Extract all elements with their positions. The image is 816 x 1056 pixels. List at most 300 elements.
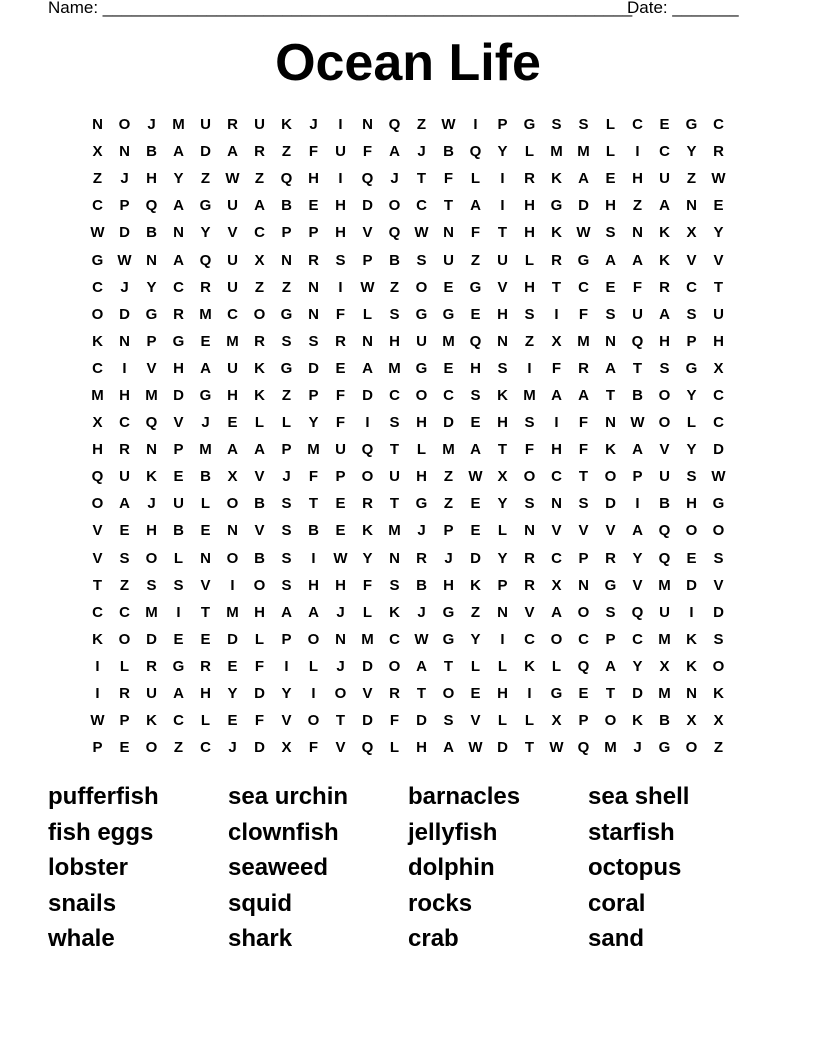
grid-letter: G (658, 739, 671, 757)
grid-letter: T (389, 441, 400, 459)
grid-letter: F (254, 657, 265, 675)
grid-letter: W (441, 116, 456, 134)
grid-letter: K (146, 712, 157, 730)
grid-letter: H (497, 414, 508, 432)
grid-letter: L (524, 712, 535, 730)
grid-letter: W (414, 224, 429, 242)
grid-letter: N (335, 630, 346, 648)
grid-letter: G (442, 305, 455, 323)
name-field: Name: ________________________________________________________ (48, 0, 633, 17)
grid-letter: W (576, 224, 591, 242)
grid-letter: P (281, 630, 292, 648)
grid-letter: Y (470, 630, 481, 648)
grid-letter: I (500, 197, 505, 215)
grid-letter: U (227, 197, 238, 215)
grid-letter: P (578, 549, 589, 567)
grid-letter: N (524, 522, 535, 540)
grid-letter: C (551, 549, 562, 567)
grid-letter: V (146, 359, 157, 377)
grid-letter: F (470, 224, 481, 242)
grid-letter: M (604, 739, 617, 757)
grid-letter: R (146, 657, 157, 675)
grid-letter: U (443, 251, 454, 269)
grid-letter: J (120, 278, 129, 296)
grid-letter: G (604, 576, 617, 594)
grid-letter: Q (388, 116, 401, 134)
grid-letter: L (605, 143, 616, 161)
grid-letter: A (254, 197, 265, 215)
grid-row (84, 274, 732, 301)
grid-letter: H (659, 332, 670, 350)
grid-letter: Q (658, 522, 671, 540)
grid-letter: D (254, 685, 265, 703)
grid-letter: Z (470, 603, 481, 621)
grid-letter: O (307, 630, 320, 648)
grid-letter: O (145, 549, 158, 567)
grid-row (84, 626, 732, 653)
grid-letter: D (578, 197, 589, 215)
grid-letter: I (122, 359, 127, 377)
grid-letter: A (227, 441, 238, 459)
word-search-grid (84, 111, 732, 761)
word-list-item: whale (48, 925, 115, 952)
grid-letter: Z (119, 576, 130, 594)
grid-letter: T (578, 468, 589, 486)
grid-letter: Q (361, 441, 374, 459)
grid-letter: M (442, 441, 455, 459)
grid-letter: Q (577, 657, 590, 675)
grid-letter: S (146, 576, 157, 594)
grid-letter: D (173, 386, 184, 404)
grid-letter: E (470, 305, 481, 323)
grid-letter: O (685, 522, 698, 540)
grid-letter: S (713, 630, 724, 648)
grid-letter: M (145, 603, 158, 621)
grid-letter: D (470, 549, 481, 567)
grid-letter: X (686, 224, 697, 242)
grid-letter: U (389, 468, 400, 486)
grid-row (84, 490, 732, 517)
grid-letter: L (524, 143, 535, 161)
grid-letter: L (200, 712, 211, 730)
grid-letter: Y (497, 495, 508, 513)
grid-letter: D (362, 386, 373, 404)
grid-letter: T (632, 359, 643, 377)
grid-letter: Y (497, 143, 508, 161)
grid-letter: K (389, 603, 400, 621)
grid-letter: O (685, 739, 698, 757)
word-list-item: sea urchin (228, 783, 349, 810)
grid-letter: T (551, 278, 562, 296)
grid-letter: S (713, 549, 724, 567)
grid-letter: Z (713, 739, 724, 757)
grid-letter: V (200, 576, 211, 594)
grid-letter: U (227, 359, 238, 377)
grid-letter: E (713, 197, 724, 215)
grid-letter: P (308, 386, 319, 404)
grid-letter: Q (361, 739, 374, 757)
grid-letter: C (200, 739, 211, 757)
grid-letter: D (362, 197, 373, 215)
word-list-item: octopus (588, 854, 682, 881)
grid-letter: H (524, 197, 535, 215)
grid-letter: M (523, 386, 536, 404)
grid-letter: M (577, 332, 590, 350)
grid-letter: L (362, 603, 373, 621)
grid-letter: C (119, 603, 130, 621)
grid-letter: B (659, 712, 670, 730)
grid-row (84, 301, 732, 328)
word-list-item: dolphin (408, 854, 495, 881)
grid-letter: I (176, 603, 181, 621)
grid-letter: V (92, 549, 103, 567)
grid-letter: T (416, 170, 427, 188)
grid-letter: H (92, 441, 103, 459)
grid-row (84, 653, 732, 680)
grid-letter: O (226, 549, 239, 567)
grid-letter: H (227, 386, 238, 404)
grid-letter: C (713, 414, 724, 432)
grid-letter: A (443, 739, 454, 757)
word-list (48, 779, 768, 957)
grid-letter: H (632, 170, 643, 188)
grid-letter: T (335, 712, 346, 730)
grid-letter: Q (469, 143, 482, 161)
grid-letter: S (389, 576, 400, 594)
grid-letter: N (686, 685, 697, 703)
grid-letter: A (659, 305, 670, 323)
grid-letter: M (658, 685, 671, 703)
grid-letter: S (659, 359, 670, 377)
grid-letter: E (470, 685, 481, 703)
grid-letter: A (605, 251, 616, 269)
grid-letter: B (200, 468, 211, 486)
grid-letter: F (308, 143, 319, 161)
grid-letter: D (227, 630, 238, 648)
grid-letter: R (524, 576, 535, 594)
word-list-item: pufferfish (48, 783, 159, 810)
grid-letter: A (173, 251, 184, 269)
grid-letter: O (577, 603, 590, 621)
grid-letter: M (226, 332, 239, 350)
grid-letter: R (173, 305, 184, 323)
grid-letter: H (335, 576, 346, 594)
grid-letter: A (551, 603, 562, 621)
grid-letter: E (578, 685, 589, 703)
grid-letter: O (334, 685, 347, 703)
grid-letter: L (470, 170, 481, 188)
grid-letter: O (91, 305, 104, 323)
grid-letter: G (712, 495, 725, 513)
grid-letter: S (389, 414, 400, 432)
grid-letter: N (281, 251, 292, 269)
grid-letter: S (443, 712, 454, 730)
grid-letter: O (118, 116, 131, 134)
grid-letter: I (365, 414, 370, 432)
grid-letter: X (659, 657, 670, 675)
grid-letter: S (119, 549, 130, 567)
grid-letter: Z (281, 278, 292, 296)
grid-letter: D (119, 224, 130, 242)
grid-letter: S (281, 522, 292, 540)
grid-letter: H (416, 739, 427, 757)
grid-letter: E (119, 522, 130, 540)
grid-letter: G (469, 278, 482, 296)
grid-letter: F (362, 576, 373, 594)
word-list-item: barnacles (408, 783, 521, 810)
grid-letter: V (524, 603, 535, 621)
grid-letter: K (632, 712, 643, 730)
grid-letter: W (90, 224, 105, 242)
grid-letter: O (604, 468, 617, 486)
grid-letter: L (281, 414, 292, 432)
grid-letter: Q (199, 251, 212, 269)
grid-letter: C (389, 386, 400, 404)
grid-letter: O (658, 386, 671, 404)
grid-letter: C (713, 386, 724, 404)
grid-letter: O (253, 576, 266, 594)
grid-letter: N (308, 305, 319, 323)
grid-row (84, 355, 732, 382)
grid-letter: S (605, 305, 616, 323)
grid-letter: S (389, 305, 400, 323)
grid-letter: U (713, 305, 724, 323)
grid-letter: Q (280, 170, 293, 188)
grid-row (84, 219, 732, 246)
grid-letter: G (442, 603, 455, 621)
grid-letter: E (605, 170, 616, 188)
word-list-item: sea shell (588, 783, 690, 810)
grid-letter: X (686, 712, 697, 730)
grid-letter: A (173, 197, 184, 215)
grid-letter: E (173, 468, 184, 486)
grid-letter: L (389, 739, 400, 757)
grid-letter: C (632, 116, 643, 134)
grid-letter: S (551, 116, 562, 134)
grid-letter: R (254, 332, 265, 350)
grid-letter: V (281, 712, 292, 730)
grid-letter: Z (254, 170, 265, 188)
grid-letter: G (280, 305, 293, 323)
grid-letter: A (659, 197, 670, 215)
grid-letter: A (173, 143, 184, 161)
grid-letter: P (497, 116, 508, 134)
grid-row (84, 192, 732, 219)
grid-row (84, 111, 732, 138)
grid-letter: C (524, 630, 535, 648)
grid-letter: C (92, 359, 103, 377)
grid-letter: Y (227, 685, 238, 703)
grid-letter: E (470, 522, 481, 540)
grid-letter: P (497, 576, 508, 594)
grid-letter: K (254, 386, 265, 404)
grid-letter: E (173, 630, 184, 648)
grid-letter: A (605, 359, 616, 377)
grid-letter: E (227, 712, 238, 730)
word-list-item: coral (588, 889, 646, 917)
grid-letter: S (605, 603, 616, 621)
grid-letter: J (309, 116, 318, 134)
grid-row (84, 599, 732, 626)
grid-letter: C (92, 278, 103, 296)
grid-letter: L (470, 657, 481, 675)
grid-letter: E (200, 522, 211, 540)
grid-letter: O (226, 495, 239, 513)
grid-letter: V (254, 522, 265, 540)
grid-letter: S (605, 224, 616, 242)
grid-letter: T (713, 278, 724, 296)
grid-letter: O (523, 468, 536, 486)
grid-letter: N (632, 224, 643, 242)
grid-letter: F (578, 305, 589, 323)
grid-letter: W (225, 170, 240, 188)
grid-letter: F (335, 414, 346, 432)
grid-letter: D (362, 712, 373, 730)
grid-letter: I (500, 170, 505, 188)
grid-letter: N (362, 332, 373, 350)
grid-letter: P (119, 712, 130, 730)
grid-letter: B (632, 386, 643, 404)
grid-letter: F (524, 441, 535, 459)
grid-letter: T (389, 495, 400, 513)
grid-letter: P (281, 224, 292, 242)
grid-letter: A (551, 386, 562, 404)
grid-letter: T (443, 197, 454, 215)
grid-letter: O (442, 685, 455, 703)
grid-letter: U (227, 278, 238, 296)
grid-letter: G (415, 359, 428, 377)
grid-letter: U (146, 685, 157, 703)
grid-letter: Y (686, 386, 697, 404)
grid-letter: D (686, 576, 697, 594)
grid-letter: I (689, 603, 694, 621)
grid-letter: S (578, 116, 589, 134)
grid-letter: Q (388, 224, 401, 242)
grid-letter: A (254, 441, 265, 459)
grid-letter: I (230, 576, 235, 594)
grid-letter: N (92, 116, 103, 134)
grid-letter: G (145, 305, 158, 323)
grid-letter: N (686, 197, 697, 215)
grid-letter: E (335, 359, 346, 377)
grid-letter: X (551, 576, 562, 594)
grid-letter: F (632, 278, 643, 296)
grid-letter: H (416, 414, 427, 432)
grid-letter: M (307, 441, 320, 459)
grid-letter: P (173, 441, 184, 459)
grid-letter: G (685, 116, 698, 134)
grid-letter: P (362, 251, 373, 269)
grid-letter: V (92, 522, 103, 540)
grid-letter: K (659, 224, 670, 242)
grid-letter: G (91, 251, 104, 269)
grid-letter: Q (577, 739, 590, 757)
page-title: Ocean Life (275, 34, 541, 92)
grid-letter: B (146, 224, 157, 242)
grid-letter: K (92, 630, 103, 648)
grid-letter: I (500, 630, 505, 648)
grid-letter: C (389, 630, 400, 648)
grid-letter: R (200, 657, 211, 675)
grid-letter: D (713, 603, 724, 621)
grid-letter: F (551, 359, 562, 377)
grid-letter: J (390, 170, 399, 188)
grid-letter: C (578, 630, 589, 648)
word-list-item: shark (228, 925, 293, 952)
grid-letter: J (417, 143, 426, 161)
grid-letter: P (605, 630, 616, 648)
grid-letter: S (578, 495, 589, 513)
grid-letter: Z (443, 495, 454, 513)
grid-letter: V (713, 576, 724, 594)
grid-letter: V (470, 712, 481, 730)
grid-letter: A (578, 170, 589, 188)
grid-letter: O (658, 414, 671, 432)
grid-letter: S (308, 332, 319, 350)
grid-letter: S (497, 359, 508, 377)
grid-letter: F (362, 143, 373, 161)
grid-letter: I (554, 414, 559, 432)
grid-letter: I (284, 657, 289, 675)
grid-letter: S (281, 495, 292, 513)
grid-letter: X (227, 468, 238, 486)
grid-letter: K (659, 251, 670, 269)
grid-letter: Z (92, 170, 103, 188)
grid-letter: N (146, 441, 157, 459)
grid-letter: U (254, 116, 265, 134)
grid-letter: E (335, 495, 346, 513)
grid-letter: H (254, 603, 265, 621)
grid-letter: C (173, 278, 184, 296)
grid-letter: Z (200, 170, 211, 188)
grid-letter: C (659, 143, 670, 161)
grid-letter: R (227, 116, 238, 134)
grid-letter: X (551, 332, 562, 350)
grid-letter: S (524, 414, 535, 432)
word-list-item: rocks (408, 889, 473, 917)
grid-letter: Y (281, 685, 292, 703)
grid-letter: G (199, 197, 212, 215)
grid-letter: V (713, 251, 724, 269)
grid-letter: D (605, 495, 616, 513)
grid-letter: M (361, 630, 374, 648)
grid-letter: X (713, 359, 724, 377)
grid-letter: M (550, 143, 563, 161)
grid-letter: C (416, 197, 427, 215)
grid-letter: H (443, 576, 454, 594)
grid-letter: A (578, 386, 589, 404)
grid-letter: Q (145, 414, 158, 432)
grid-letter: N (551, 495, 562, 513)
grid-letter: J (282, 468, 291, 486)
grid-letter: W (414, 630, 429, 648)
grid-letter: M (388, 522, 401, 540)
grid-letter: I (311, 549, 316, 567)
grid-letter: Z (470, 251, 481, 269)
grid-letter: G (280, 359, 293, 377)
grid-letter: U (497, 251, 508, 269)
grid-letter: C (92, 197, 103, 215)
grid-letter: H (416, 468, 427, 486)
grid-letter: G (577, 251, 590, 269)
grid-letter: I (473, 116, 478, 134)
grid-letter: K (362, 522, 373, 540)
grid-letter: A (173, 685, 184, 703)
grid-letter: S (173, 576, 184, 594)
grid-letter: I (635, 143, 640, 161)
grid-letter: L (497, 657, 508, 675)
grid-letter: L (605, 116, 616, 134)
